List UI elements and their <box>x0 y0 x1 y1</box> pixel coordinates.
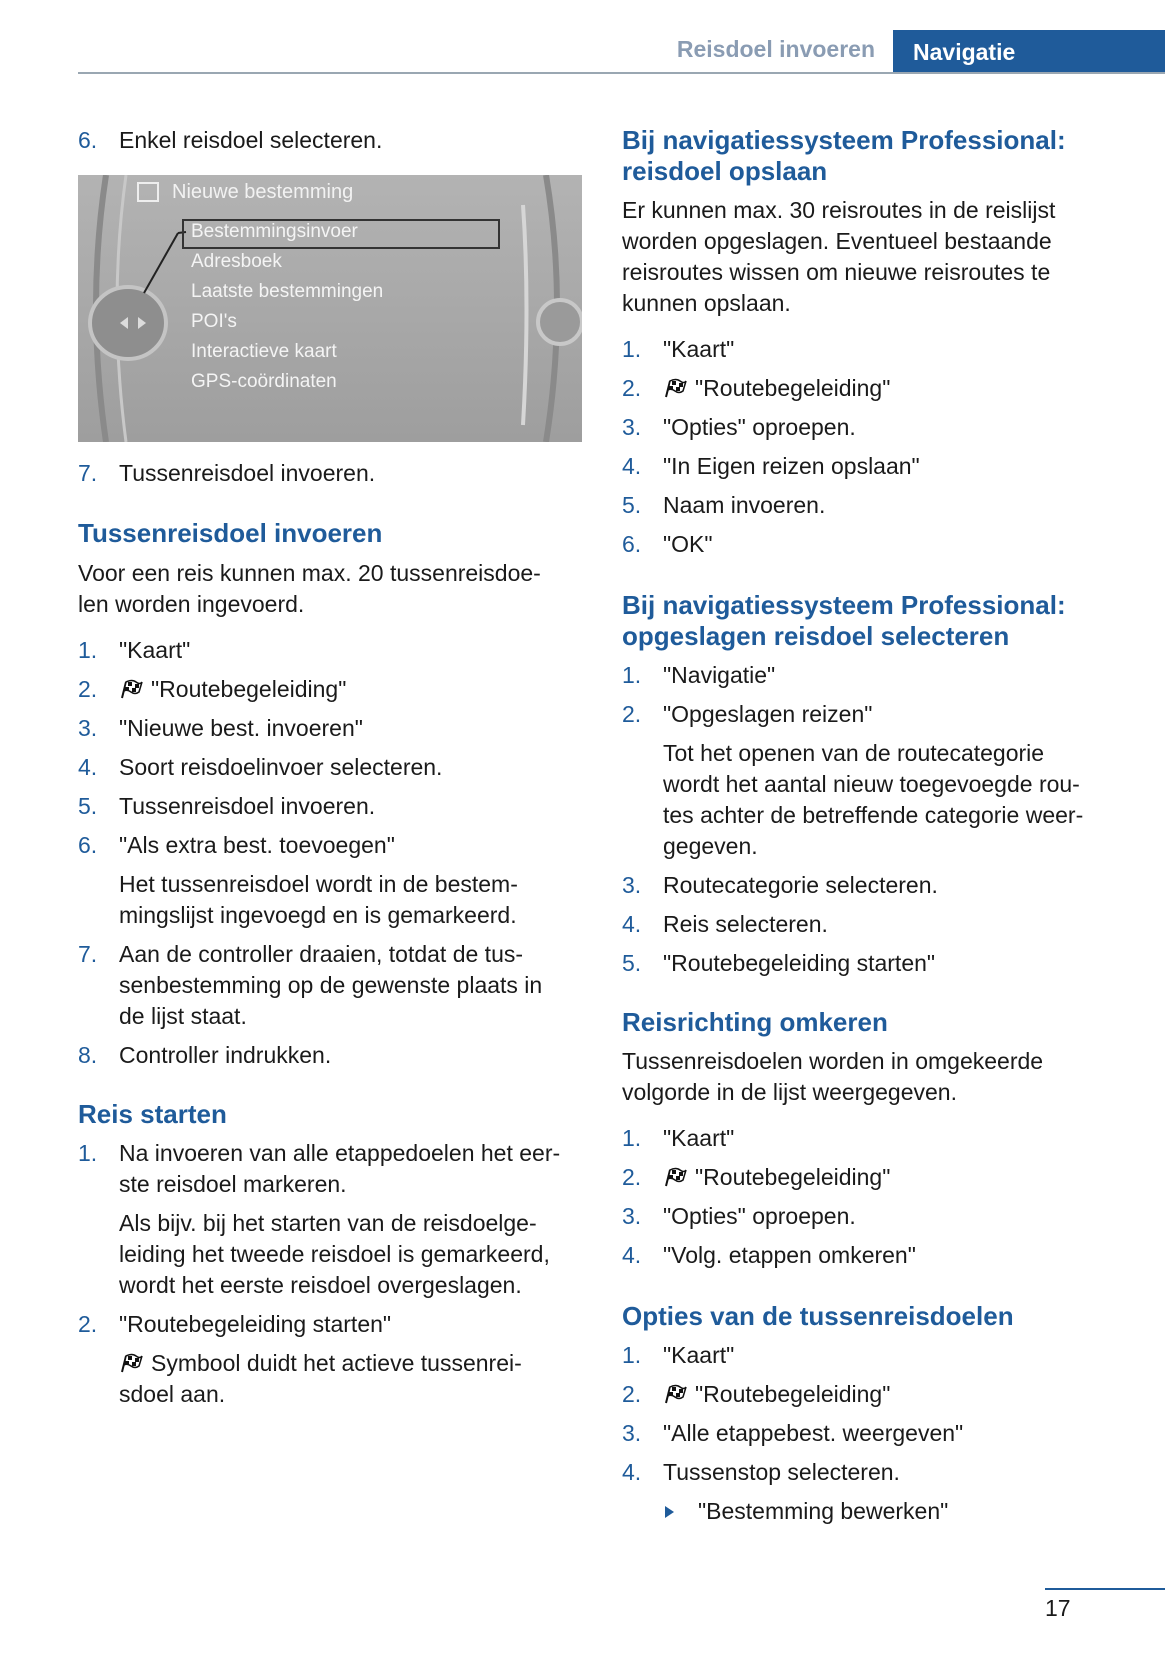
section-heading: Tussenreisdoel invoeren <box>78 518 383 548</box>
screen-menu-item: Laatste bestemmingen <box>191 281 384 302</box>
paragraph-line: worden opgeslagen. Eventueel bestaande <box>622 228 1052 254</box>
header-section-title: Reisdoel invoeren <box>676 36 875 62</box>
screen-menu-item: Adresboek <box>191 251 282 272</box>
footer-rule <box>1045 1588 1165 1590</box>
screen-menu-item: Interactieve kaart <box>191 341 337 362</box>
triangle-bullet-icon <box>665 1506 674 1518</box>
step-note-line: wordt het eerste reisdoel overgeslagen. <box>119 1272 522 1298</box>
page-number: 17 <box>1045 1595 1071 1621</box>
section-heading: Bij navigatiessysteem Professional: <box>622 125 1066 155</box>
screen-frame-graphic <box>78 175 582 442</box>
checkered-flag-icon <box>663 1167 687 1187</box>
paragraph-line: reisroutes wissen om nieuwe reisroutes te <box>622 259 1051 285</box>
paragraph-line: kunnen opslaan. <box>622 290 791 316</box>
paragraph-line: Tussenreisdoelen worden in omgekeerde <box>622 1048 1044 1074</box>
bullet-item: "Bestemming bewerken" <box>665 1496 948 1527</box>
paragraph-line: Voor een reis kunnen max. 20 tussenreisdoe- <box>78 560 541 586</box>
header-chapter-tab <box>893 30 1165 74</box>
step-note-line: gegeven. <box>663 833 758 859</box>
section-heading-line: reisdoel opslaan <box>622 156 828 186</box>
section-heading: Bij navigatiessysteem Professional: <box>622 590 1066 620</box>
step-note-line: tes achter de betreffende categorie weer- <box>663 802 1084 828</box>
step-note-line: wordt het aantal nieuw toegevoegde rou- <box>663 771 1080 797</box>
checkered-flag-icon <box>119 679 143 699</box>
screen-menu-item: POI's <box>191 311 237 332</box>
checkered-flag-icon <box>663 378 687 398</box>
list-item-continuation: de lijst staat. <box>119 1003 247 1029</box>
section-heading-line: opgeslagen reisdoel selecteren <box>622 621 1010 651</box>
step-note-line: Als bijv. bij het starten van de reisdoelge- <box>119 1210 537 1236</box>
paragraph-line: Er kunnen max. 30 reisroutes in de reislijst <box>622 197 1056 223</box>
step-note-line: Tot het openen van de routecategorie <box>663 740 1045 766</box>
section-heading: Reis starten <box>78 1099 227 1129</box>
checkered-flag-icon <box>119 1353 143 1373</box>
checkered-flag-icon <box>663 1384 687 1404</box>
step-note-line: sdoel aan. <box>119 1381 226 1407</box>
header-chapter-label: Navigatie <box>913 39 1016 65</box>
paragraph-line: len worden ingevoerd. <box>78 591 305 617</box>
list-item-continuation: ste reisdoel markeren. <box>119 1171 347 1197</box>
section-heading: Reisrichting omkeren <box>622 1007 888 1037</box>
screen-menu-item: GPS-coördinaten <box>191 371 337 392</box>
step-note-line: mingslijst ingevoegd en is gemarkeerd. <box>119 902 517 928</box>
paragraph-line: volgorde in de lijst weergegeven. <box>622 1079 957 1105</box>
idrive-screenshot <box>78 175 582 442</box>
screen-menu-item: Bestemmingsinvoer <box>191 221 358 242</box>
header-rule <box>78 72 1165 74</box>
step-note-line: Het tussenreisdoel wordt in de bestem- <box>119 871 518 897</box>
section-heading: Opties van de tussenreisdoelen <box>622 1301 1014 1331</box>
step-note-line: leiding het tweede reisdoel is gemarkeerd, <box>119 1241 550 1267</box>
list-item-continuation: senbestemming op de gewenste plaats in <box>119 972 543 998</box>
screen-title: Nieuwe bestemming <box>172 181 354 203</box>
step-note-line: Symbool duidt het actieve tussenrei- <box>119 1348 522 1379</box>
